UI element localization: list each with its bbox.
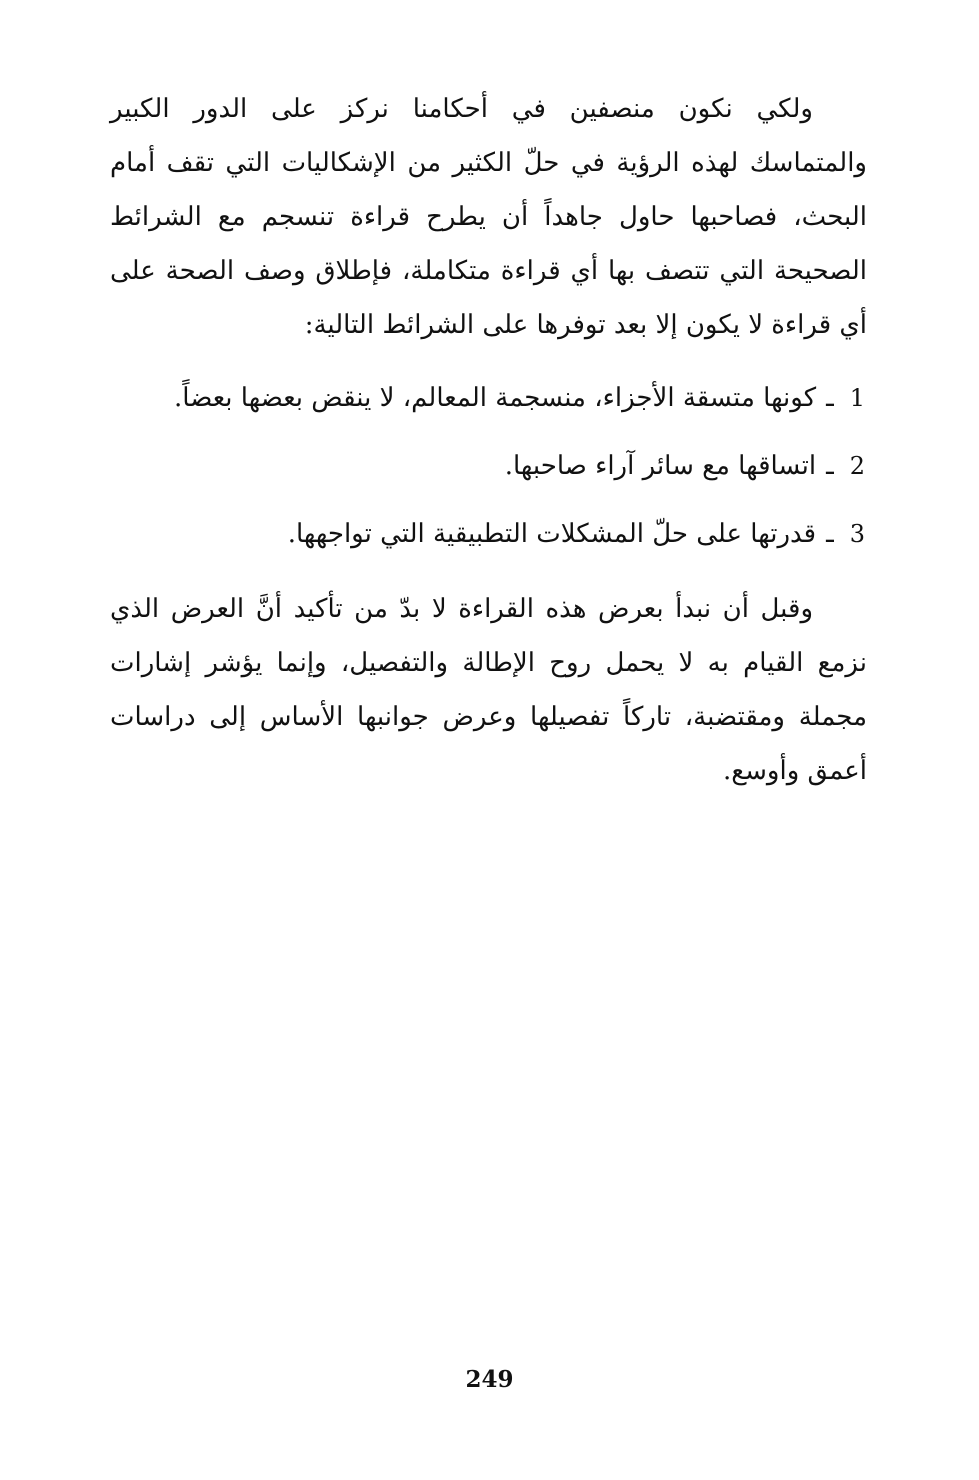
page-body	[110, 82, 867, 798]
conditions-list	[110, 364, 867, 568]
list-item-text: كونها متسقة الأجزاء، منسجمة المعالم، لا ينقض بعضها بعضاً.	[174, 383, 817, 413]
list-item-dash: ـ	[826, 519, 834, 549]
list-item	[110, 500, 867, 568]
list-item-dash: ـ	[826, 451, 834, 481]
intro-paragraph: ولكي نكون منصفين في أحكامنا نركز على الدور الكبير والمتماسك لهذه الرؤية في حلّ الكثير من الإشكاليات التي تقف أمام البحث، فصاحبها حاول جاهداً أن يطرح قراءة تنسجم مع الشرائط الصحيحة التي تتصف بها أي قراءة متكاملة، فإطلاق وصف الصحة على أي قراءة لا يكون إلا بعد توفرها على الشرائط التالية:	[110, 94, 867, 340]
list-item-number: 1	[849, 384, 865, 412]
list-item	[110, 432, 867, 500]
closing-paragraph: وقبل أن نبدأ بعرض هذه القراءة لا بدّ من تأكيد أنَّ العرض الذي نزمع القيام به لا يحمل روح الإطالة والتفصيل، وإنما يؤشر إشارات مجملة ومقتضبة، تاركاً تفصيلها وعرض جوانبها الأساس إلى دراسات أعمق وأوسع.	[110, 594, 867, 786]
page-number: 249	[465, 1366, 514, 1393]
list-item-text: قدرتها على حلّ المشكلات التطبيقية التي تواجهها.	[287, 519, 817, 549]
list-item-dash: ـ	[826, 383, 834, 413]
list-item	[110, 364, 867, 432]
list-item-number: 2	[849, 452, 865, 480]
list-item-text: اتساقها مع سائر آراء صاحبها.	[504, 451, 817, 481]
list-item-number: 3	[849, 520, 865, 548]
